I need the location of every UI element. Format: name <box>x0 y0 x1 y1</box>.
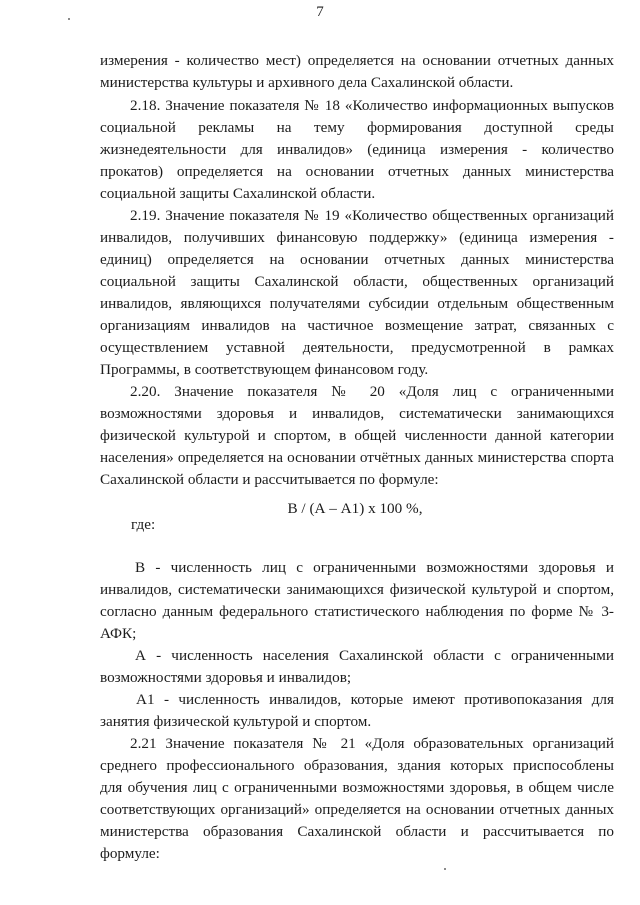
formula: В / (А – А1) х 100 %, <box>287 500 423 517</box>
text-line: физической культурой и спортом, в общей численности данной категории <box>100 427 614 444</box>
text-line: согласно данным федерального статистического наблюдения по форме № 3- <box>100 603 614 620</box>
paragraph-2-19-line: 2.19. Значение показателя № 19 «Количество общественных организаций <box>130 207 614 224</box>
text-line: министерства культуры и архивного дела Сахалинской области. <box>100 74 514 91</box>
paragraph-2-20-line: 2.20. Значение показателя № 20 «Доля лиц с ограниченными <box>130 383 614 400</box>
text-line: социальной рекламы на тему формирования доступной среды <box>100 119 614 136</box>
text-line: формуле: <box>100 845 160 862</box>
text-line: измерения - количество мест) определяется на основании отчетных данных <box>100 52 614 69</box>
text-line: возможностями здоровья и инвалидов; <box>100 669 352 686</box>
text-line: АФК; <box>100 625 137 642</box>
text-line: возможностями здоровья и инвалидов, систематически занимающихся <box>100 405 614 422</box>
text-line: социальной защиты Сахалинской области, общественных организаций <box>100 273 614 290</box>
text-line: единиц) определяется на основании отчетных данных министерства <box>100 251 614 268</box>
text-line: среднего профессионального образования, здания которых приспособлены <box>100 757 614 774</box>
text-line: прокатов) определяется на основании отчетных данных министерства <box>100 163 614 180</box>
text-line: министерства образования Сахалинской области и рассчитывается по <box>100 823 614 840</box>
definition-a-line: А - численность населения Сахалинской области с ограниченными <box>135 647 614 664</box>
where-label: где: <box>131 516 156 533</box>
scan-speck <box>444 868 446 870</box>
text-line: осуществлением уставной деятельности, предусмотренной в рамках <box>100 339 614 356</box>
text-line: инвалидов, систематически занимающихся физической культурой и спортом, <box>100 581 614 598</box>
text-line: Сахалинской области и рассчитывается по формуле: <box>100 471 439 488</box>
page-number: 7 <box>316 4 324 20</box>
text-line: инвалидов, получивших финансовую поддержку» (единица измерения - <box>100 229 614 246</box>
text-line: организациям инвалидов на частичное возмещение затрат, связанных с <box>100 317 614 334</box>
text-line: занятия физической культурой и спортом. <box>100 713 372 730</box>
paragraph-2-18-line: 2.18. Значение показателя № 18 «Количество информационных выпусков <box>130 97 614 114</box>
text-line: населения» определяется на основании отчётных данных министерства спорта <box>100 449 614 466</box>
text-line: Программы, в соответствующем финансовом году. <box>100 361 429 378</box>
text-line: соответствующих организаций» определяется на основании отчетных данных <box>100 801 614 818</box>
text-line: социальной защиты Сахалинской области. <box>100 185 376 202</box>
text-line: жизнедеятельности для инвалидов» (единица измерения - количество <box>100 141 614 158</box>
paragraph-2-21-line: 2.21 Значение показателя № 21 «Доля образовательных организаций <box>130 735 614 752</box>
definition-b-line: В - численность лиц с ограниченными возможностями здоровья и <box>135 559 614 576</box>
text-line: инвалидов, являющихся получателями субсидии отдельным общественным <box>100 295 614 312</box>
definition-a1-line: А1 - численность инвалидов, которые имеют противопоказания для <box>136 691 614 708</box>
text-line: для обучения лиц с ограниченными возможностями здоровья, в общем числе <box>100 779 614 796</box>
